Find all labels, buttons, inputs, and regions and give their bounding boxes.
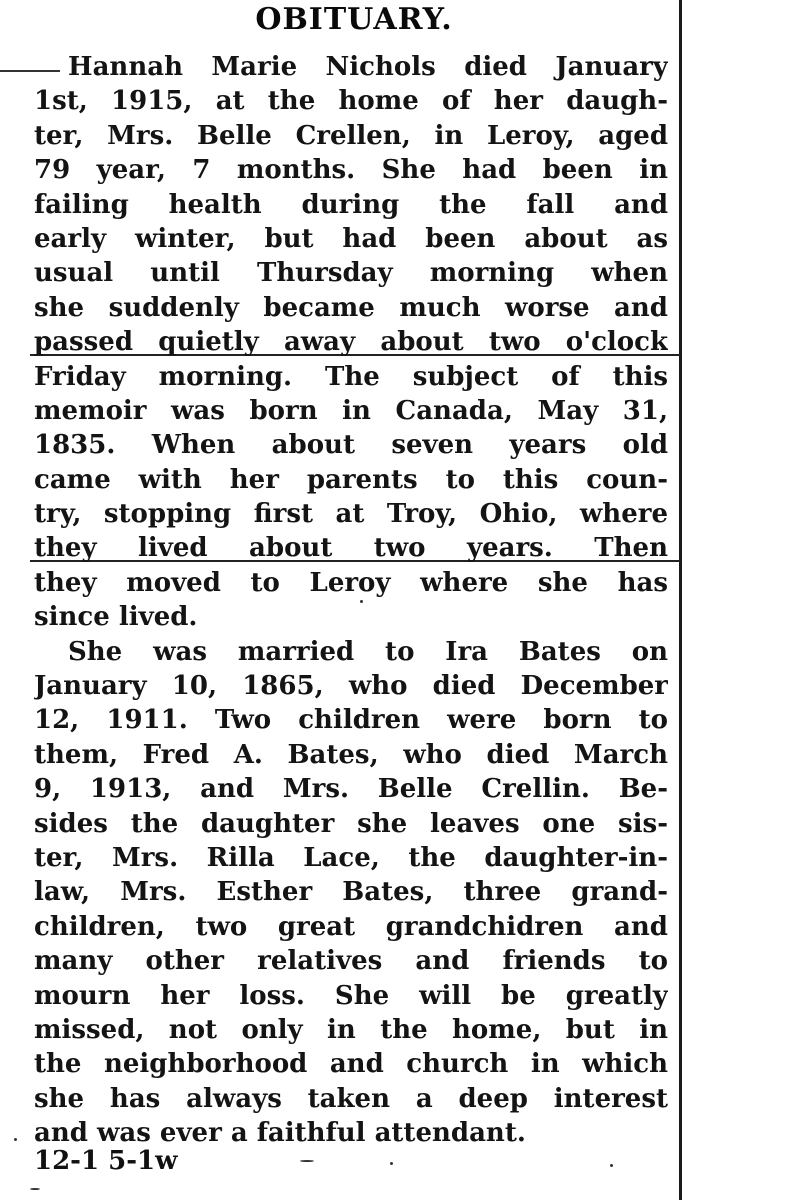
text-line: failing health during the fall and <box>34 189 668 220</box>
text-line: mourn her loss. She will be greatly <box>34 980 668 1011</box>
text-line: passed quietly away about two o'clock <box>34 327 668 358</box>
text-line: usual until Thursday morning when <box>34 258 668 289</box>
text-line: Hannah Marie Nichols died January <box>68 52 668 82</box>
column-rule <box>679 0 682 1200</box>
text-line: 79 year, 7 months. She had been in <box>34 155 668 186</box>
text-line: she has always taken a deep interest <box>34 1083 668 1114</box>
text-line: 9, 1913, and Mrs. Belle Crellin. Be- <box>34 774 668 805</box>
text-line: ter, Mrs. Rilla Lace, the daughter-in- <box>34 842 668 873</box>
text-line: ter, Mrs. Belle Crellen, in Leroy, aged <box>34 120 668 151</box>
print-speck <box>390 1162 393 1165</box>
text-line: came with her parents to this coun- <box>34 464 668 495</box>
print-speck <box>30 1188 40 1190</box>
text-line: and was ever a faithful attendant. <box>34 1118 526 1149</box>
text-line: law, Mrs. Esther Bates, three grand- <box>34 877 668 908</box>
text-line: early winter, but had been about as <box>34 223 668 254</box>
text-line: 1st, 1915, at the home of her daugh- <box>34 86 668 117</box>
obituary-body <box>34 50 668 1151</box>
text-line: sides the daughter she leaves one sis- <box>34 808 668 839</box>
text-line: January 10, 1865, who died December <box>34 671 668 702</box>
print-speck <box>14 1138 17 1141</box>
text-line: She was married to Ira Bates on <box>68 636 668 667</box>
print-speck <box>360 600 363 603</box>
text-line: the neighborhood and church in which <box>34 1049 668 1080</box>
text-line: many other relatives and friends to <box>34 946 668 977</box>
footer-code: 12-1 5-1w <box>34 1146 178 1176</box>
text-line: they lived about two years. Then <box>34 533 668 564</box>
text-line: since lived. <box>34 602 198 633</box>
print-speck <box>300 1160 314 1162</box>
text-line: Friday morning. The subject of this <box>34 361 668 392</box>
text-line: them, Fred A. Bates, who died March <box>34 739 668 770</box>
text-line: memoir was born in Canada, May 31, <box>34 395 668 426</box>
print-speck <box>610 1164 613 1167</box>
text-line: she suddenly became much worse and <box>34 292 668 323</box>
obituary-heading: OBITUARY. <box>255 2 453 37</box>
text-line: 12, 1911. Two children were born to <box>34 705 668 736</box>
text-line: missed, not only in the home, but in <box>34 1014 668 1045</box>
text-line: try, stopping first at Troy, Ohio, where <box>34 499 668 530</box>
text-line: they moved to Leroy where she has <box>34 567 668 598</box>
text-line: children, two great grandchidren and <box>34 911 668 942</box>
text-line: 1835. When about seven years old <box>34 430 668 461</box>
